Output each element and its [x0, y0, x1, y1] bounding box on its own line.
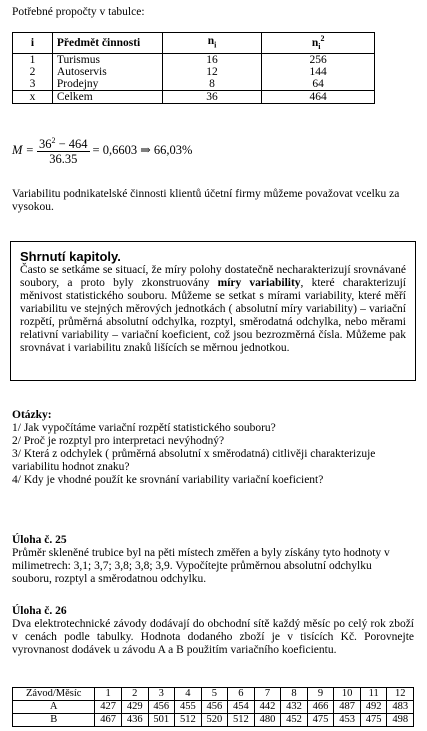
table-cell: 144 [309, 66, 327, 79]
header-i: i [13, 33, 53, 54]
table-row [13, 78, 375, 91]
header-subject: Předmět činnosti [52, 33, 162, 54]
table-cell: 16 [162, 54, 262, 67]
formula-fraction [37, 134, 90, 166]
formula-lhs: M = [12, 142, 34, 157]
conclusion-text: Variabilitu podnikatelské činnosti klientů účetní firmy můžeme považovat vcelku za vysokou. [12, 188, 400, 213]
table-cell: 456 [201, 701, 228, 714]
monthly-table [12, 687, 414, 727]
month-header: 8 [281, 688, 308, 701]
table-cell: 464 [309, 91, 327, 104]
summary-title: Shrnutí kapitoly. [20, 249, 121, 264]
summary-bold-term: míry variability [217, 277, 301, 289]
table-cell: 436 [121, 714, 148, 727]
task25-text: Průměr skleněné trubice byl na pěti místech změřen a byly získány tyto hodnoty v milimetrech: 3,1; 3,7; 3,8; 3,8; 3,9. Vypočítejte průměrnou absolutní odchylku souboru, rozptyl a směrodatnou odchylku. [12, 547, 390, 585]
table-cell: 456 [148, 701, 175, 714]
table-cell: 455 [175, 701, 202, 714]
table-cell: 432 [281, 701, 308, 714]
month-header: 5 [201, 688, 228, 701]
task26-section [12, 605, 414, 657]
table-cell: 442 [254, 701, 281, 714]
table-cell: 480 [254, 714, 281, 727]
calc-table-header [13, 33, 375, 54]
table-cell: 1 [13, 54, 53, 67]
table-cell: 487 [334, 701, 361, 714]
table-cell: 475 [307, 714, 334, 727]
task26-text: Dva elektrotechnické závody dodávají do obchodní sítě každý měsíc po celý rok zboží v cenách podle tabulky. Hodnota dodaného zboží je v tisících Kč. Porovnejte vyrovnanost dodávek u závodu A a B použitím variačního koeficientu. [12, 618, 414, 656]
table-cell: 12 [162, 66, 262, 78]
summary-text: Často se setkáme se situací, že míry polohy dostatečně necharakterizují srovnávané soubory, a proto byly zkonstruovány míry variability, které charakterizují měnivost statistického souboru. Můžeme se setkat s mírami variability, které měří variabilitu ve stejných měrových jednotkách ( absolutní míry variability) – variační rozpětí, průměrná absolutní odchylka, rozptyl, směrodatná odchylka, nebo měrami relativní variability – variační koeficient, což jsou bezrozměrná čísla. Můžeme pak srovnávat i variabilitu znaků lišících se měrnou jednotkou. [20, 264, 406, 354]
table-row [13, 714, 414, 727]
table-cell: 501 [148, 714, 175, 727]
table-total-row [13, 91, 375, 104]
month-header: 4 [175, 688, 202, 701]
table-row [13, 66, 375, 78]
header-ni-squared: $n_i^2$ [311, 34, 325, 52]
table-cell: 8 [162, 78, 262, 91]
month-header: 11 [360, 688, 387, 701]
table-cell: 492 [360, 701, 387, 714]
month-header: 2 [121, 688, 148, 701]
table-cell: 429 [121, 701, 148, 714]
header-ni: $n_i$ [162, 33, 262, 54]
table-cell: 256 [309, 54, 327, 67]
month-header: 6 [228, 688, 255, 701]
question-item: 1/ Jak vypočítáme variační rozpětí statistického souboru? [12, 422, 276, 434]
table-cell: 475 [360, 714, 387, 727]
table-cell: Turismus [52, 54, 162, 67]
table-cell: 512 [228, 714, 255, 727]
table-cell: 466 [307, 701, 334, 714]
summary-box [10, 241, 416, 381]
table-cell: 452 [281, 714, 308, 727]
month-header: 10 [334, 688, 361, 701]
month-header: 3 [148, 688, 175, 701]
table-cell: 483 [387, 701, 414, 714]
table-cell: 520 [201, 714, 228, 727]
task25-section [12, 534, 412, 586]
table-cell: 3 [13, 78, 53, 91]
formula-denominator: 36.35 [49, 152, 78, 167]
calc-table [12, 32, 375, 104]
month-header: 1 [95, 688, 122, 701]
table-cell: 36 [162, 91, 262, 104]
task25-title: Úloha č. 25 [12, 534, 67, 546]
month-header: 12 [387, 688, 414, 701]
table-row [13, 701, 414, 714]
row-label-b: B [13, 714, 95, 727]
table-cell: 498 [387, 714, 414, 727]
table-cell: 427 [95, 701, 122, 714]
table-row [13, 54, 375, 67]
table-cell: 64 [312, 78, 324, 91]
table-cell: 454 [228, 701, 255, 714]
month-header: 9 [307, 688, 334, 701]
row-label-a: A [13, 701, 95, 714]
intro-text: Potřebné propočty v tabulce: [12, 6, 145, 18]
table-cell: Celkem [52, 91, 162, 104]
question-item: 3/ Která z odchylek ( průměrná absolutní x směrodatná) citlivěji charakterizuje variabilitu hodnot znaku? [12, 448, 376, 473]
questions-title: Otázky: [12, 409, 52, 421]
question-item: 4/ Kdy je vhodné použít ke srovnání variability variační koeficient? [12, 474, 324, 486]
formula-numerator: $36^2 - 464$ [38, 136, 88, 152]
formula [12, 134, 192, 166]
table-cell: Prodejny [52, 78, 162, 91]
table-cell: 2 [13, 66, 53, 78]
questions-section [12, 409, 412, 487]
monthly-corner: Závod/Měsíc [13, 688, 95, 701]
question-item: 2/ Proč je rozptyl pro interpretaci nevýhodný? [12, 435, 225, 447]
table-cell: 512 [175, 714, 202, 727]
table-cell: x [13, 91, 53, 104]
monthly-header-row [13, 688, 414, 701]
formula-rhs: = 0,6603 ⇒ 66,03% [92, 142, 193, 157]
table-cell: 453 [334, 714, 361, 727]
table-cell: Autoservis [52, 66, 162, 78]
month-header: 7 [254, 688, 281, 701]
table-cell: 467 [95, 714, 122, 727]
task26-title: Úloha č. 26 [12, 605, 67, 617]
